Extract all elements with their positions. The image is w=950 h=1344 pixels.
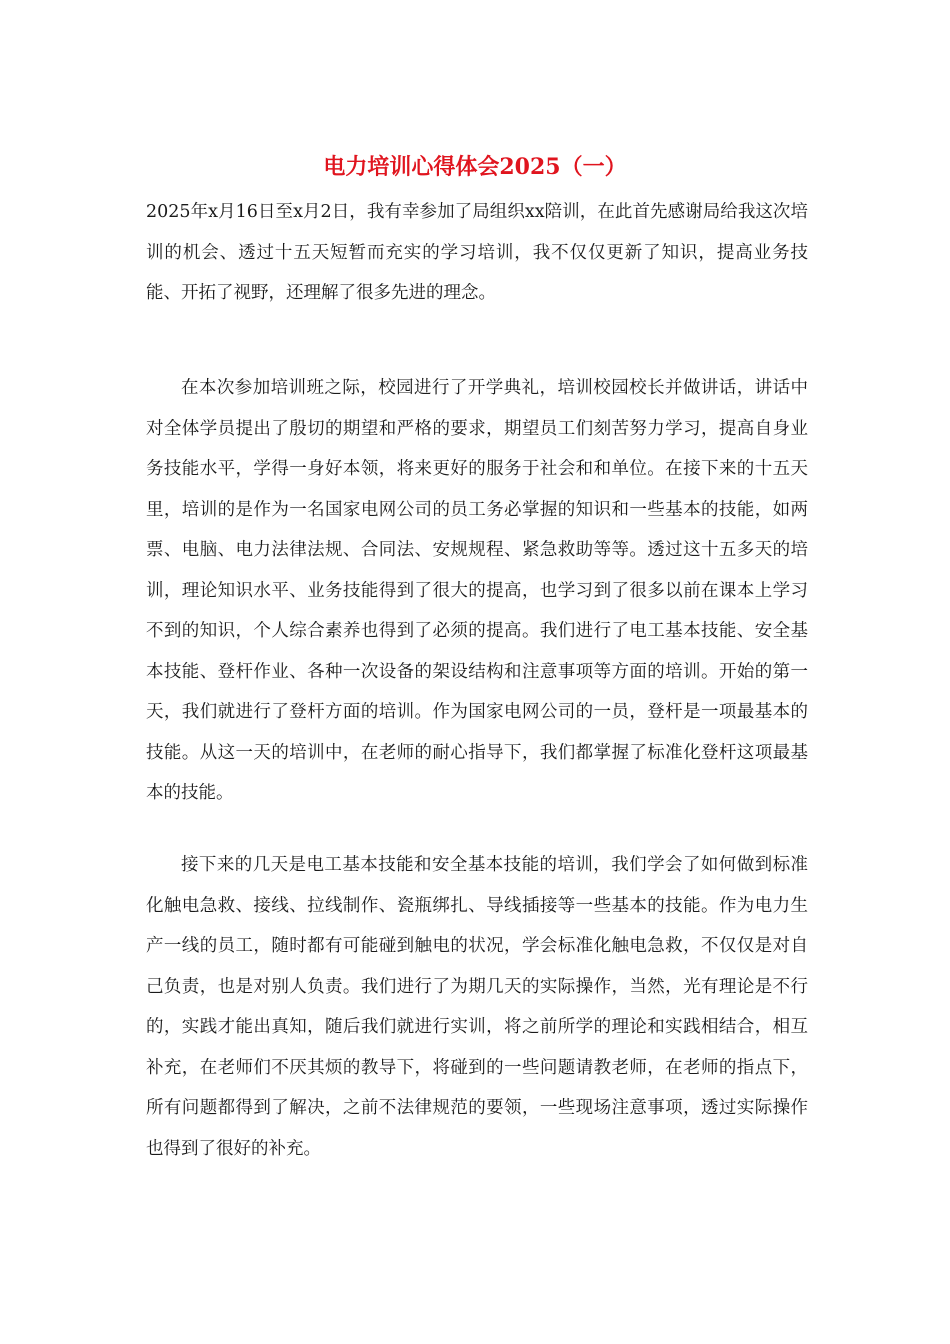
paragraph-2: 在本次参加培训班之际，校园进行了开学典礼，培训校园校长并做讲话，讲话中对全体学员提出了殷切的期望和严格的要求，期望员工们刻苦努力学习，提高自身业务技能水平，学得一身好本领，将来更好的服务于社会和和单位。在接下来的十五天里，培训的是作为一名国家电网公司的员工务必掌握的知识和一些基本的技能，如两票、电脑、电力法律法规、合同法、安规规程、紧急救助等等。透过这十五多天的培训，理论知识水平、业务技能得到了很大的提高，也学习到了很多以前在课本上学习不到的知识，个人综合素养也得到了必须的提高。我们进行了电工基本技能、安全基本技能、登杆作业、各种一次设备的架设结构和注意事项等方面的培训。开始的第一天，我们就进行了登杆方面的培训。作为国家电网公司的一员，登杆是一项最基本的技能。从这一天的培训中，在老师的耐心指导下，我们都掌握了标准化登杆这项最基本的技能。	[146, 378, 808, 803]
document-title: 电力培训心得体会2025（一）	[323, 154, 627, 180]
paragraph-3: 接下来的几天是电工基本技能和安全基本技能的培训，我们学会了如何做到标准化触电急救、接线、拉线制作、瓷瓶绑扎、导线插接等一些基本的技能。作为电力生产一线的员工，随时都有可能碰到触电的状况，学会标准化触电急救，不仅仅是对自己负责，也是对别人负责。我们进行了为期几天的实际操作，当然，光有理论是不行的，实践才能出真知，随后我们就进行实训，将之前所学的理论和实践相结合，相互补充，在老师们不厌其烦的教导下，将碰到的一些问题请教老师，在老师的指点下，所有问题都得到了解决，之前不法律规范的要领，一些现场注意事项，透过实际操作也得到了很好的补充。	[146, 855, 808, 1159]
paragraph-1: 2025年x月16日至x月2日，我有幸参加了局组织xx陪训，在此首先感谢局给我这次培训的机会、透过十五天短暂而充实的学习培训，我不仅仅更新了知识，提高业务技能、开拓了视野，还理解了很多先进的理念。	[146, 202, 808, 303]
